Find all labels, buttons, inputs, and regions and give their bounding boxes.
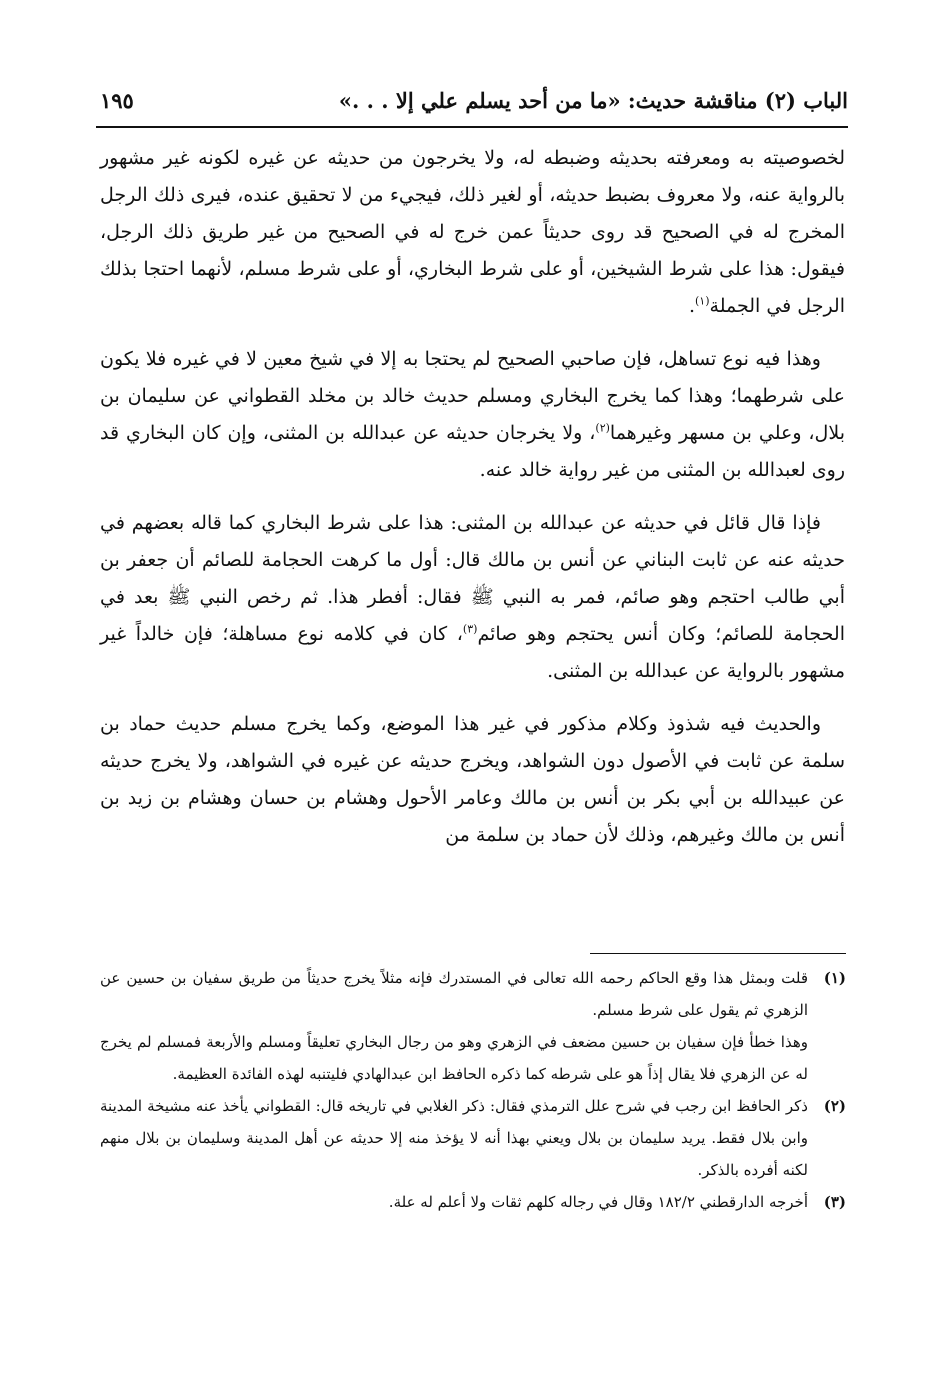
paragraph-2 (100, 341, 845, 489)
footnote-ref-1[interactable]: (١) (695, 294, 710, 308)
paragraph-1-end: . (688, 295, 695, 317)
footnote-ref-3[interactable]: (٣) (462, 622, 478, 636)
paragraph-2-text-a: وهذا فيه نوع تساهل، فإن صاحبي الصحيح لم يحتجا به إلا في شيخ معين لا في غيره فلا يكون على شرطهما؛ وهذا كما يخرج البخاري ومسلم حديث خالد بن مخلد القطواني عن سليمان بن بلال، وعلي بن مسهر وغيرهما (100, 348, 845, 444)
header-divider (96, 126, 848, 128)
footnote-1-paragraph-2: وهذا خطأ فإن سفيان بن حسين مضعف في الزهري وهو من رجال البخاري تعليقاً ومسلم والأربعة فمسلم لم يخرج له عن الزهري فلا يقال إذاً هو على شرطه كما ذكره الحافظ ابن عبدالهادي فليتنبه لهذه الفائدة العظيمة. (100, 1033, 808, 1083)
footnote-2-body (100, 1090, 808, 1186)
footnote-ref-2[interactable]: (٢) (595, 421, 610, 435)
footnote-1-number: (١) (823, 969, 846, 987)
chapter-title: الباب (٢) مناقشة حديث: «ما من أحد يسلم علي إلا . . .» (338, 88, 848, 113)
footnote-3-number: (٣) (823, 1193, 846, 1211)
paragraph-3-text-b: ، كان في كلامه نوع مساهلة؛ فإن خالداً غير مشهور بالرواية عن عبدالله بن المثنى. (100, 623, 845, 682)
running-header (96, 86, 848, 122)
paragraph-3-text-a: فإذا قال قائل في حديثه عن عبدالله بن المثنى: هذا على شرط البخاري كما قاله بعضهم في حديثه عنه عن ثابت البناني عن أنس بن مالك قال: أول ما كرهت الحجامة للصائم أن جعفر بن أبي طالب احتجم وهو صائم، فمر به النبي ﷺ فقال: أفطر هذا. ثم رخص النبي ﷺ بعد في الحجامة للصائم؛ وكان أنس يحتجم وهو صائم (100, 512, 845, 645)
paragraph-1-text: لخصوصيته به ومعرفته بحديثه وضبطه له، ولا يخرجون من حديثه عن غيره لكونه غير مشهور بالرواية عنه، ولا معروف بضبط حديثه، أو لغير ذلك، فيجيء من لا تحقيق عنده، فيرى ذلك الرجل المخرج له في الصحيح قد روى حديثاً عمن خرج له في الصحيح من غير طريق ذلك الرجل، فيقول: هذا على شرط الشيخين، أو على شرط البخاري، أو على شرط مسلم، لأنهما احتجا بذلك الرجل في الجملة (100, 147, 845, 317)
footnote-3 (100, 1186, 846, 1218)
footnotes (100, 962, 846, 1218)
footnote-1 (100, 962, 846, 1090)
page-number: ١٩٥ (100, 88, 134, 113)
footnote-2-number: (٢) (823, 1097, 846, 1115)
footnote-2-paragraph-1: ذكر الحافظ ابن رجب في شرح علل الترمذي فقال: ذكر الغلابي في تاريخه قال: القطواني يأخذ عنه مشيخة المدينة وابن بلال فقط. يريد سليمان بن بلال ويعني بهذا أنه لا يؤخذ منه إلا حديثه عن أهل المدينة وسليمان بن بلال منهم لكنه أفرده بالذكر. (100, 1097, 808, 1179)
footnote-1-body (100, 962, 808, 1090)
paragraph-4-text: والحديث فيه شذوذ وكلام مذكور في غير هذا الموضع، وكما يخرج مسلم حديث حماد بن سلمة عن ثابت في الأصول دون الشواهد، ويخرج حديثه عن غيره في الشواهد، ولا يخرج حديثه عن عبيدالله بن أبي بكر بن أنس بن مالك وعامر الأحول وهشام بن حسان وهشام بن زيد بن أنس بن مالك وغيرهم، وذلك لأن حماد بن سلمة من (100, 713, 845, 846)
footnote-2 (100, 1090, 846, 1186)
paragraph-4 (100, 706, 845, 854)
main-text (100, 140, 845, 870)
paragraph-1 (100, 140, 845, 325)
paragraph-2-text-b: ، ولا يخرجان حديثه عن عبدالله بن المثنى، وإن كان البخاري قد روى لعبدالله بن المثنى من غير رواية خالد عنه. (100, 422, 845, 481)
footnote-3-paragraph-1: أخرجه الدارقطني ١٨٢/٢ وقال في رجاله كلهم ثقات ولا أعلم له علة. (388, 1193, 808, 1211)
footnote-3-body (100, 1186, 808, 1218)
paragraph-3 (100, 505, 845, 690)
footnote-divider (590, 953, 846, 954)
footnote-1-paragraph-1: قلت وبمثل هذا وقع الحاكم رحمه الله تعالى في المستدرك فإنه مثلاً يخرج حديثاً من طريق سفيان بن حسين عن الزهري ثم يقول على شرط مسلم. (100, 969, 808, 1019)
